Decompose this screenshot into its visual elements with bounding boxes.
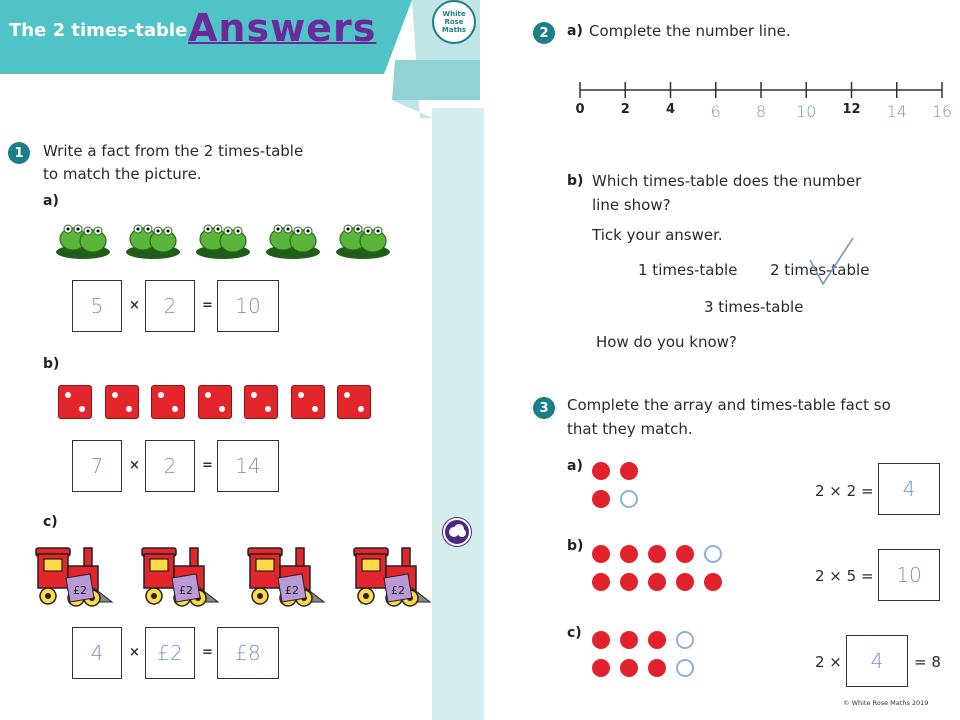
array-counter	[704, 573, 722, 591]
q1b-times-sign: ×	[129, 458, 140, 473]
die-two-icon	[244, 385, 278, 419]
price-tag-label: £2	[391, 584, 405, 597]
number-line-label: 4	[665, 102, 676, 117]
q1a-factor-1: 5	[90, 294, 104, 318]
cloud-icon	[445, 520, 469, 544]
train-icon	[32, 544, 114, 608]
array-counter	[648, 545, 666, 563]
q3-part-b-label: b)	[567, 538, 584, 554]
q2-part-b-line-2: line show?	[592, 196, 671, 214]
option-1-times-table[interactable]: 1 times-table	[638, 261, 738, 279]
tick-prompt: Tick your answer.	[592, 226, 723, 244]
q3c-fact-prefix: 2 ×	[815, 653, 842, 671]
q3-prompt-line-1: Complete the array and times-table fact so	[567, 396, 891, 414]
q3a-answer-box[interactable]	[878, 463, 940, 515]
white-rose-maths-logo	[432, 0, 476, 44]
q1c-equals-sign: =	[202, 645, 213, 660]
array-counter	[676, 545, 694, 563]
array-counter	[648, 631, 666, 649]
array-counter	[620, 573, 638, 591]
q2-part-a-text: Complete the number line.	[589, 22, 791, 40]
price-tag-label: £2	[285, 584, 299, 597]
frog-pair-icon	[55, 219, 111, 261]
frog-pair-icon	[265, 219, 321, 261]
q1b-equals-sign: =	[202, 458, 213, 473]
q3b-fact: 2 × 5 =	[815, 567, 874, 585]
array-counter	[648, 573, 666, 591]
answers-label: Answers	[188, 6, 377, 50]
cloud-nav-button[interactable]	[443, 518, 471, 546]
number-line-label: 0	[575, 102, 585, 117]
q1a-result: 10	[235, 294, 261, 318]
array-counter	[592, 659, 610, 677]
train-icon	[350, 544, 432, 608]
array-counter	[592, 573, 610, 591]
die-two-icon	[58, 385, 92, 419]
q3-prompt-line-2: that they match.	[567, 420, 693, 438]
array-empty-circle	[676, 659, 694, 677]
array-counter	[620, 545, 638, 563]
q1a-result-box[interactable]	[217, 280, 279, 332]
q1-prompt-line-2: to match the picture.	[43, 165, 202, 183]
price-tag-label: £2	[179, 584, 193, 597]
array-empty-circle	[620, 490, 638, 508]
array-counter	[592, 545, 610, 563]
number-line	[570, 80, 954, 100]
question-2-badge: 2	[533, 22, 555, 44]
logo-line-1: White	[442, 10, 466, 18]
array-counter	[648, 659, 666, 677]
q1c-factor-1-box[interactable]	[72, 627, 122, 679]
q3c-answer: 4	[870, 649, 884, 673]
question-3-badge: 3	[533, 397, 555, 419]
q3-part-c-label: c)	[567, 625, 582, 641]
array-counter	[592, 631, 610, 649]
q1b-factor-1: 7	[90, 454, 104, 478]
frog-pair-icon	[195, 219, 251, 261]
train-icon	[244, 544, 326, 608]
price-tag-label: £2	[73, 584, 87, 597]
q1c-result: £8	[235, 641, 261, 665]
center-pale-strip	[432, 108, 484, 720]
q1a-factor-2-box[interactable]	[145, 280, 195, 332]
array-empty-circle	[676, 631, 694, 649]
number-line-answer: 10	[796, 102, 817, 121]
q1a-times-sign: ×	[129, 298, 140, 313]
q1b-result-box[interactable]	[217, 440, 279, 492]
array-counter	[620, 659, 638, 677]
q2-part-b-line-1: Which times-table does the number	[592, 172, 862, 190]
frog-pair-icon	[335, 219, 391, 261]
number-line-answer: 6	[710, 102, 721, 121]
array-counter	[620, 462, 638, 480]
array-counter	[620, 631, 638, 649]
q3a-fact: 2 × 2 =	[815, 482, 874, 500]
number-line-answer: 14	[886, 102, 907, 121]
q3b-answer-box[interactable]	[878, 549, 940, 601]
q3c-answer-box[interactable]	[846, 635, 908, 687]
die-two-icon	[105, 385, 139, 419]
q1c-factor-1: 4	[90, 641, 104, 665]
q1-part-c-label: c)	[43, 514, 58, 530]
number-line-answer: 8	[755, 102, 767, 121]
option-2-times-table[interactable]: 2 times-table	[770, 261, 870, 279]
q1c-times-sign: ×	[129, 645, 140, 660]
q3b-answer: 10	[896, 563, 922, 587]
number-line-label: 12	[842, 102, 861, 117]
die-two-icon	[151, 385, 185, 419]
q1c-factor-2: £2	[157, 641, 183, 665]
number-line-label: 2	[620, 102, 630, 117]
how-do-you-know: How do you know?	[596, 333, 737, 351]
q2-part-a-label: a)	[567, 23, 583, 39]
q1a-factor-2: 2	[163, 294, 177, 318]
q1c-result-box[interactable]	[217, 627, 279, 679]
logo-line-3: Maths	[441, 26, 467, 34]
copyright: © White Rose Maths 2019	[843, 699, 929, 707]
logo-line-2: Rose	[444, 18, 464, 26]
q1b-factor-1-box[interactable]	[72, 440, 122, 492]
q1a-equals-sign: =	[202, 298, 213, 313]
page-title: The 2 times-table	[9, 20, 188, 41]
q1-part-a-label: a)	[43, 193, 59, 209]
number-line-answer: 16	[931, 102, 953, 121]
array-counter	[592, 490, 610, 508]
tick-mark-icon	[805, 232, 857, 292]
q1b-factor-2-box[interactable]	[145, 440, 195, 492]
die-two-icon	[337, 385, 371, 419]
q1-part-b-label: b)	[43, 356, 60, 372]
die-two-icon	[291, 385, 325, 419]
q2-part-b-label: b)	[567, 173, 584, 189]
q1c-factor-2-box[interactable]	[145, 627, 195, 679]
array-empty-circle	[704, 545, 722, 563]
array-counter	[592, 462, 610, 480]
q1b-factor-2: 2	[163, 454, 177, 478]
train-icon	[138, 544, 220, 608]
q3-part-a-label: a)	[567, 458, 583, 474]
q1a-factor-1-box[interactable]	[72, 280, 122, 332]
die-two-icon	[198, 385, 232, 419]
q3c-fact-suffix: = 8	[914, 653, 941, 671]
array-counter	[676, 573, 694, 591]
q1b-result: 14	[235, 454, 261, 478]
option-3-times-table[interactable]: 3 times-table	[704, 298, 804, 316]
frog-pair-icon	[125, 219, 181, 261]
q3a-answer: 4	[902, 477, 916, 501]
q1-prompt-line-1: Write a fact from the 2 times-table	[43, 142, 304, 160]
question-1-badge: 1	[8, 142, 30, 164]
